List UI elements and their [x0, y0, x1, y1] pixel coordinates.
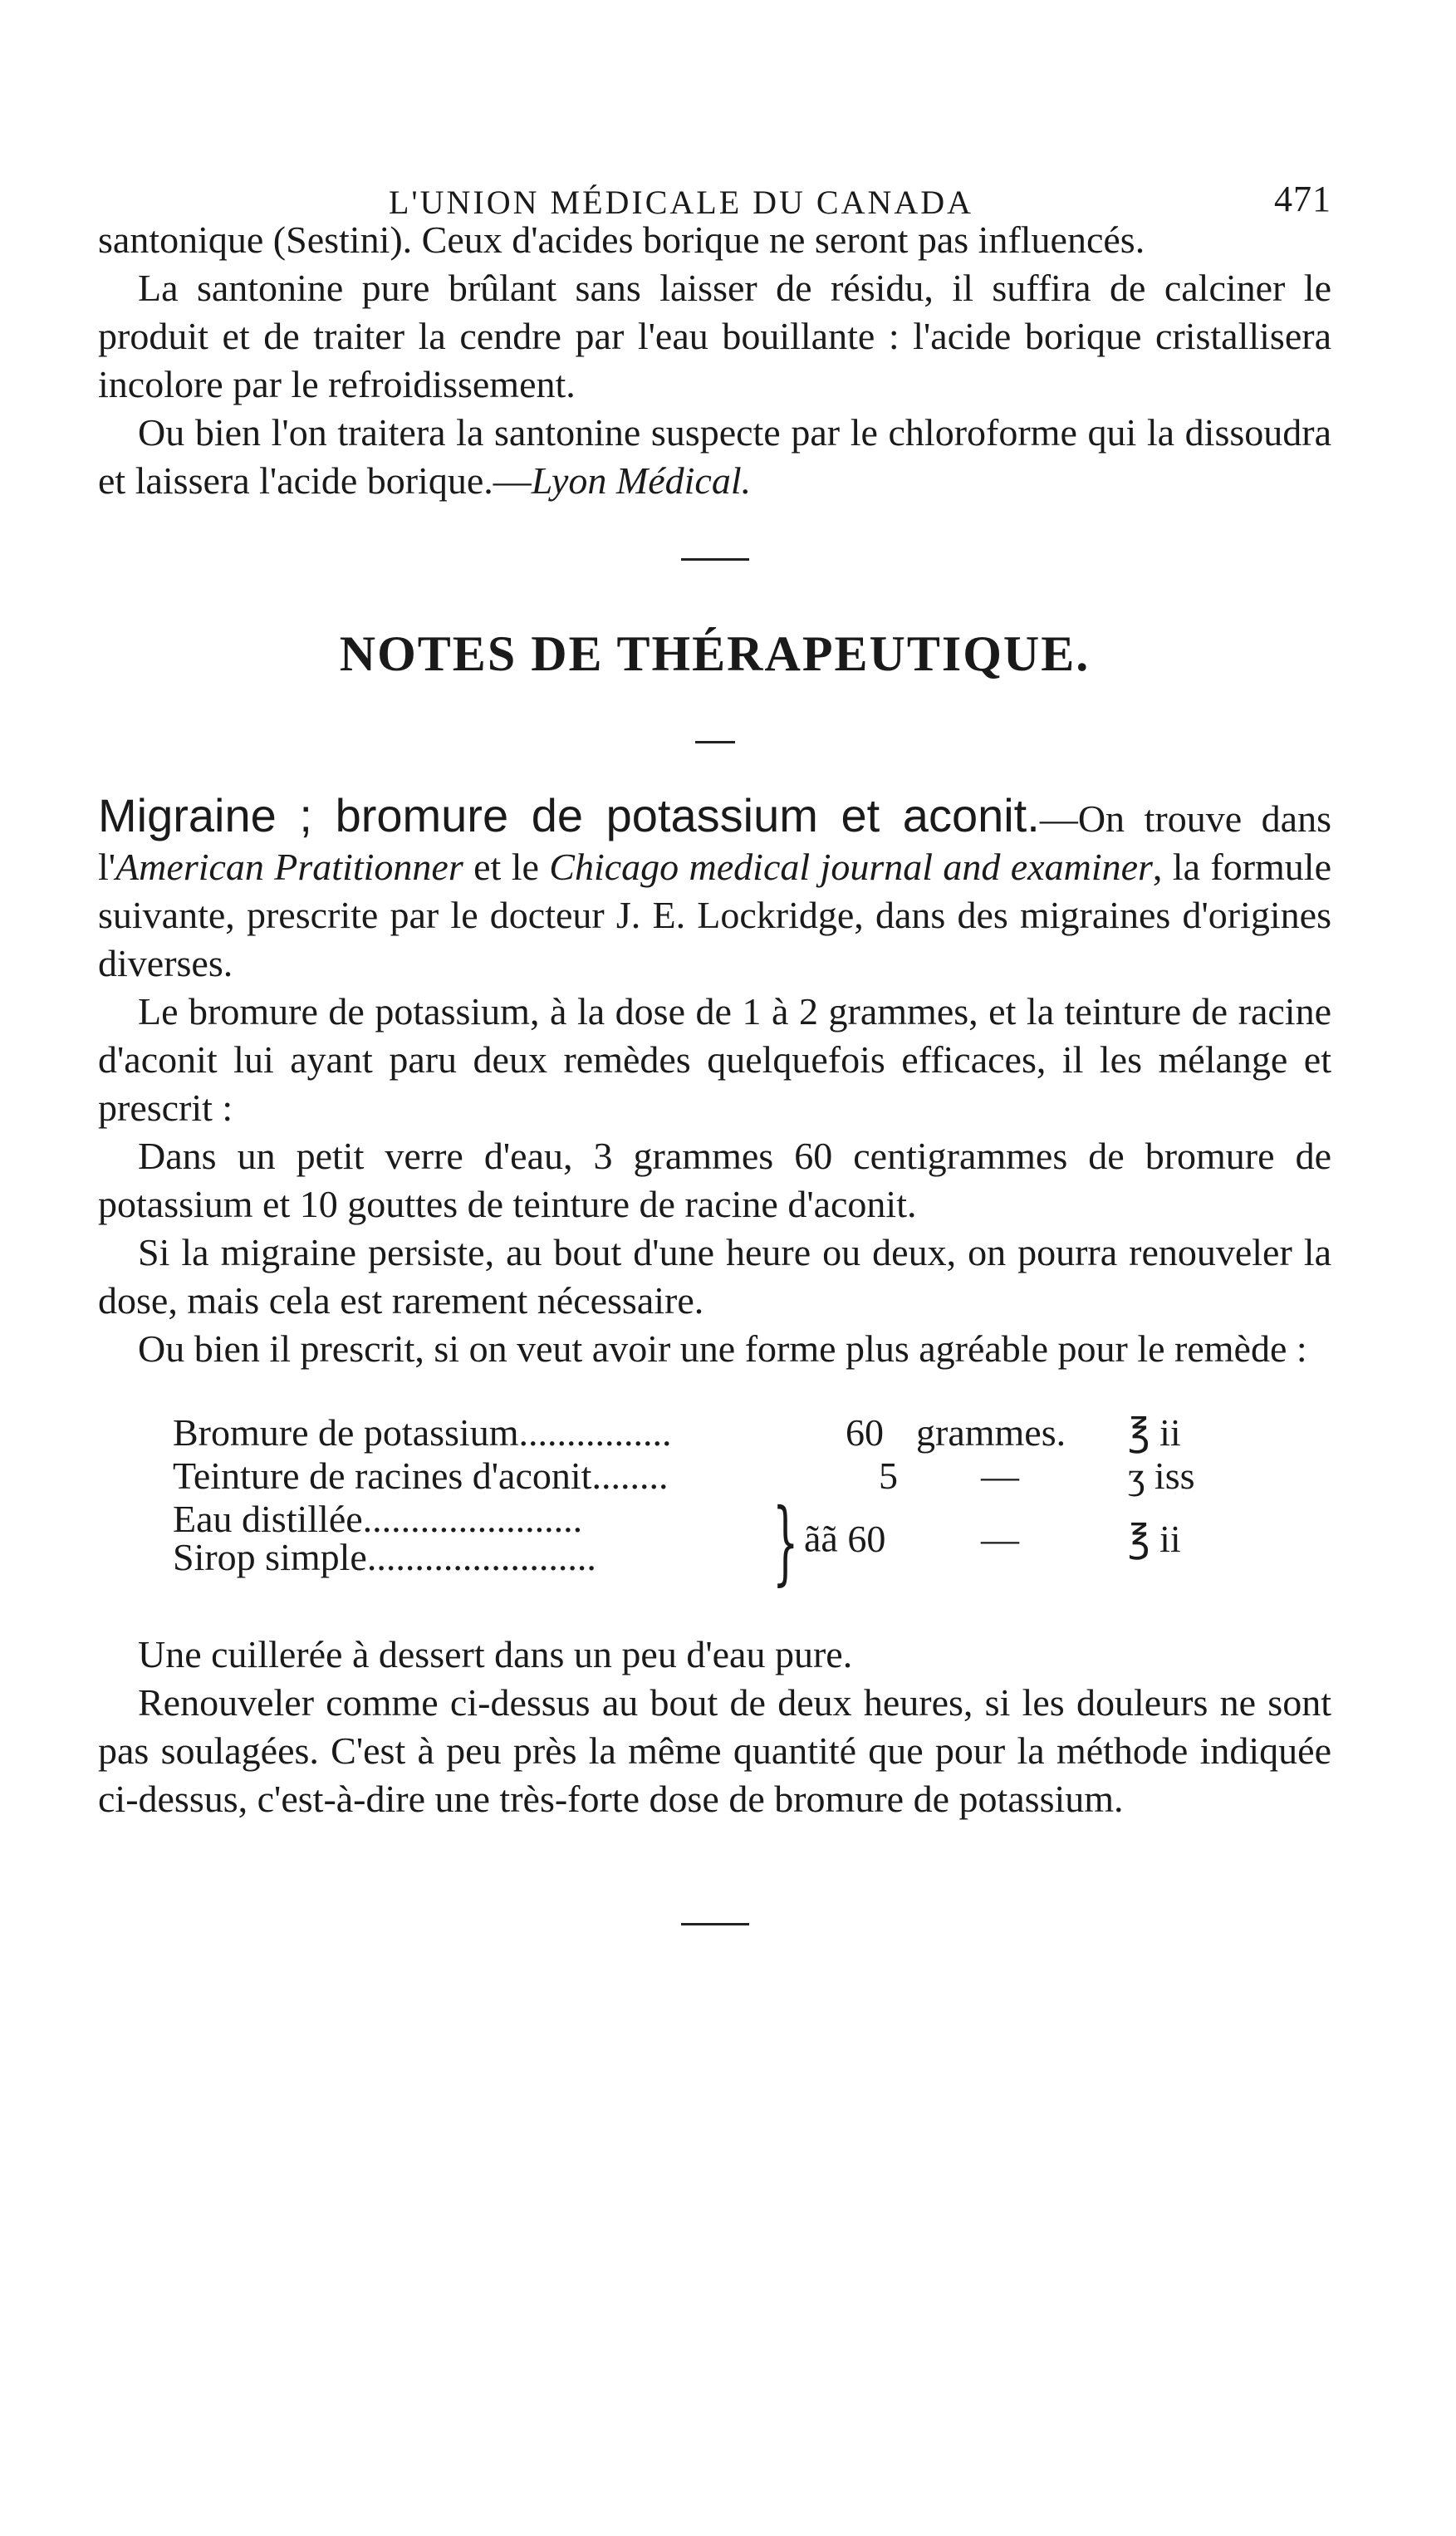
shared-unit: —	[981, 1518, 1019, 1560]
article-paragraph-2: Le bromure de potassium, à la dose de 1 à 2 grammes, et la teinture de racine d'aconit lui ayant paru deux remèdes quelquefois efficaces, il les mélange et prescrit :	[98, 990, 1331, 1129]
grouping-brace: }	[772, 1489, 799, 1595]
prescription-table	[98, 1410, 1331, 1601]
ingredient-quantity: 5	[879, 1454, 898, 1497]
page-number: 471	[1274, 179, 1331, 219]
article-paragraph-3: Dans un petit verre d'eau, 3 grammes 60 centigrammes de bromure de potassium et 10 gouttes de teinture de racine d'aconit.	[98, 1135, 1331, 1225]
intro-paragraph-3-text: Ou bien l'on traitera la santonine suspecte par le chloroforme qui la dissoudra et laissera l'acide borique.—	[98, 411, 1331, 502]
ingredient-unit: —	[981, 1454, 1019, 1497]
lead-dash: —	[1039, 797, 1078, 840]
article-lead-paragraph	[98, 789, 1331, 988]
ingredient-label: Teinture de racines d'aconit........	[173, 1454, 669, 1497]
section-divider-bottom	[681, 1923, 749, 1925]
article-paragraph-7: Renouveler comme ci-dessus au bout de deux heures, si les douleurs ne sont pas soulagées. C'est à peu près la même quantité que pour la méthode indiquée ci-dessus, c'est-à-dire une très-forte dose de bromure de potassium.	[98, 1681, 1331, 1820]
prescription-row	[173, 1410, 672, 1456]
journal-title-2: Chicago medical journal and examiner	[549, 846, 1153, 888]
ingredient-label: Eau distillée.......................	[173, 1498, 583, 1540]
intro-paragraph-3	[98, 409, 1331, 505]
shared-quantity: ãã 60	[804, 1518, 886, 1560]
intro-paragraph-2: La santonine pure brûlant sans laisser de résidu, il suffira de calciner le produit et de traiter la cendre par l'eau bouillante : l'acide borique cristallisera incolore par le refroidissement.	[98, 267, 1331, 405]
ingredient-quantity: 60	[846, 1411, 884, 1454]
apothecary-measure: ℥ ii	[1128, 1411, 1181, 1454]
lead-text-1: On trouve dans l'	[98, 797, 1331, 888]
section-heading: NOTES DE THÉRAPEUTIQUE.	[339, 626, 1091, 681]
lead-text-3: , la formule suivante, prescrite par le docteur J. E. Lockridge, dans des migraines d'origines diverses.	[98, 846, 1331, 984]
journal-title-1: American Pratitionner	[115, 846, 463, 888]
article-paragraph-4: Si la migraine persiste, au bout d'une heure ou deux, on pourra renouveler la dose, mais cela est rarement nécessaire.	[98, 1231, 1331, 1322]
prescription-row	[173, 1453, 668, 1499]
running-head	[98, 166, 1331, 221]
ingredient-unit: grammes.	[916, 1411, 1066, 1454]
article-subhead: Migraine ; bromure de potassium et aconit.	[98, 789, 1040, 841]
apothecary-measure: ʒ iss	[1128, 1454, 1195, 1497]
article-paragraph-6: Une cuillerée à dessert dans un peu d'eau pure.	[138, 1633, 853, 1675]
source-citation: Lyon Médical.	[531, 459, 752, 502]
lead-text-2: et le	[463, 846, 550, 888]
intro-paragraph-1: santonique (Sestini). Ceux d'acides borique ne seront pas influencés.	[98, 218, 1145, 261]
prescription-row	[173, 1534, 596, 1581]
ingredient-label: Bromure de potassium................	[173, 1411, 672, 1454]
article-paragraph-5: Ou bien il prescrit, si on veut avoir une forme plus agréable pour le remède :	[138, 1327, 1307, 1370]
document-page	[98, 166, 1331, 1925]
ingredient-label: Sirop simple........................	[173, 1536, 596, 1578]
running-title: L'UNION MÉDICALE DU CANADA	[389, 184, 974, 221]
shared-apothecary-measure: ℥ ii	[1128, 1518, 1181, 1560]
